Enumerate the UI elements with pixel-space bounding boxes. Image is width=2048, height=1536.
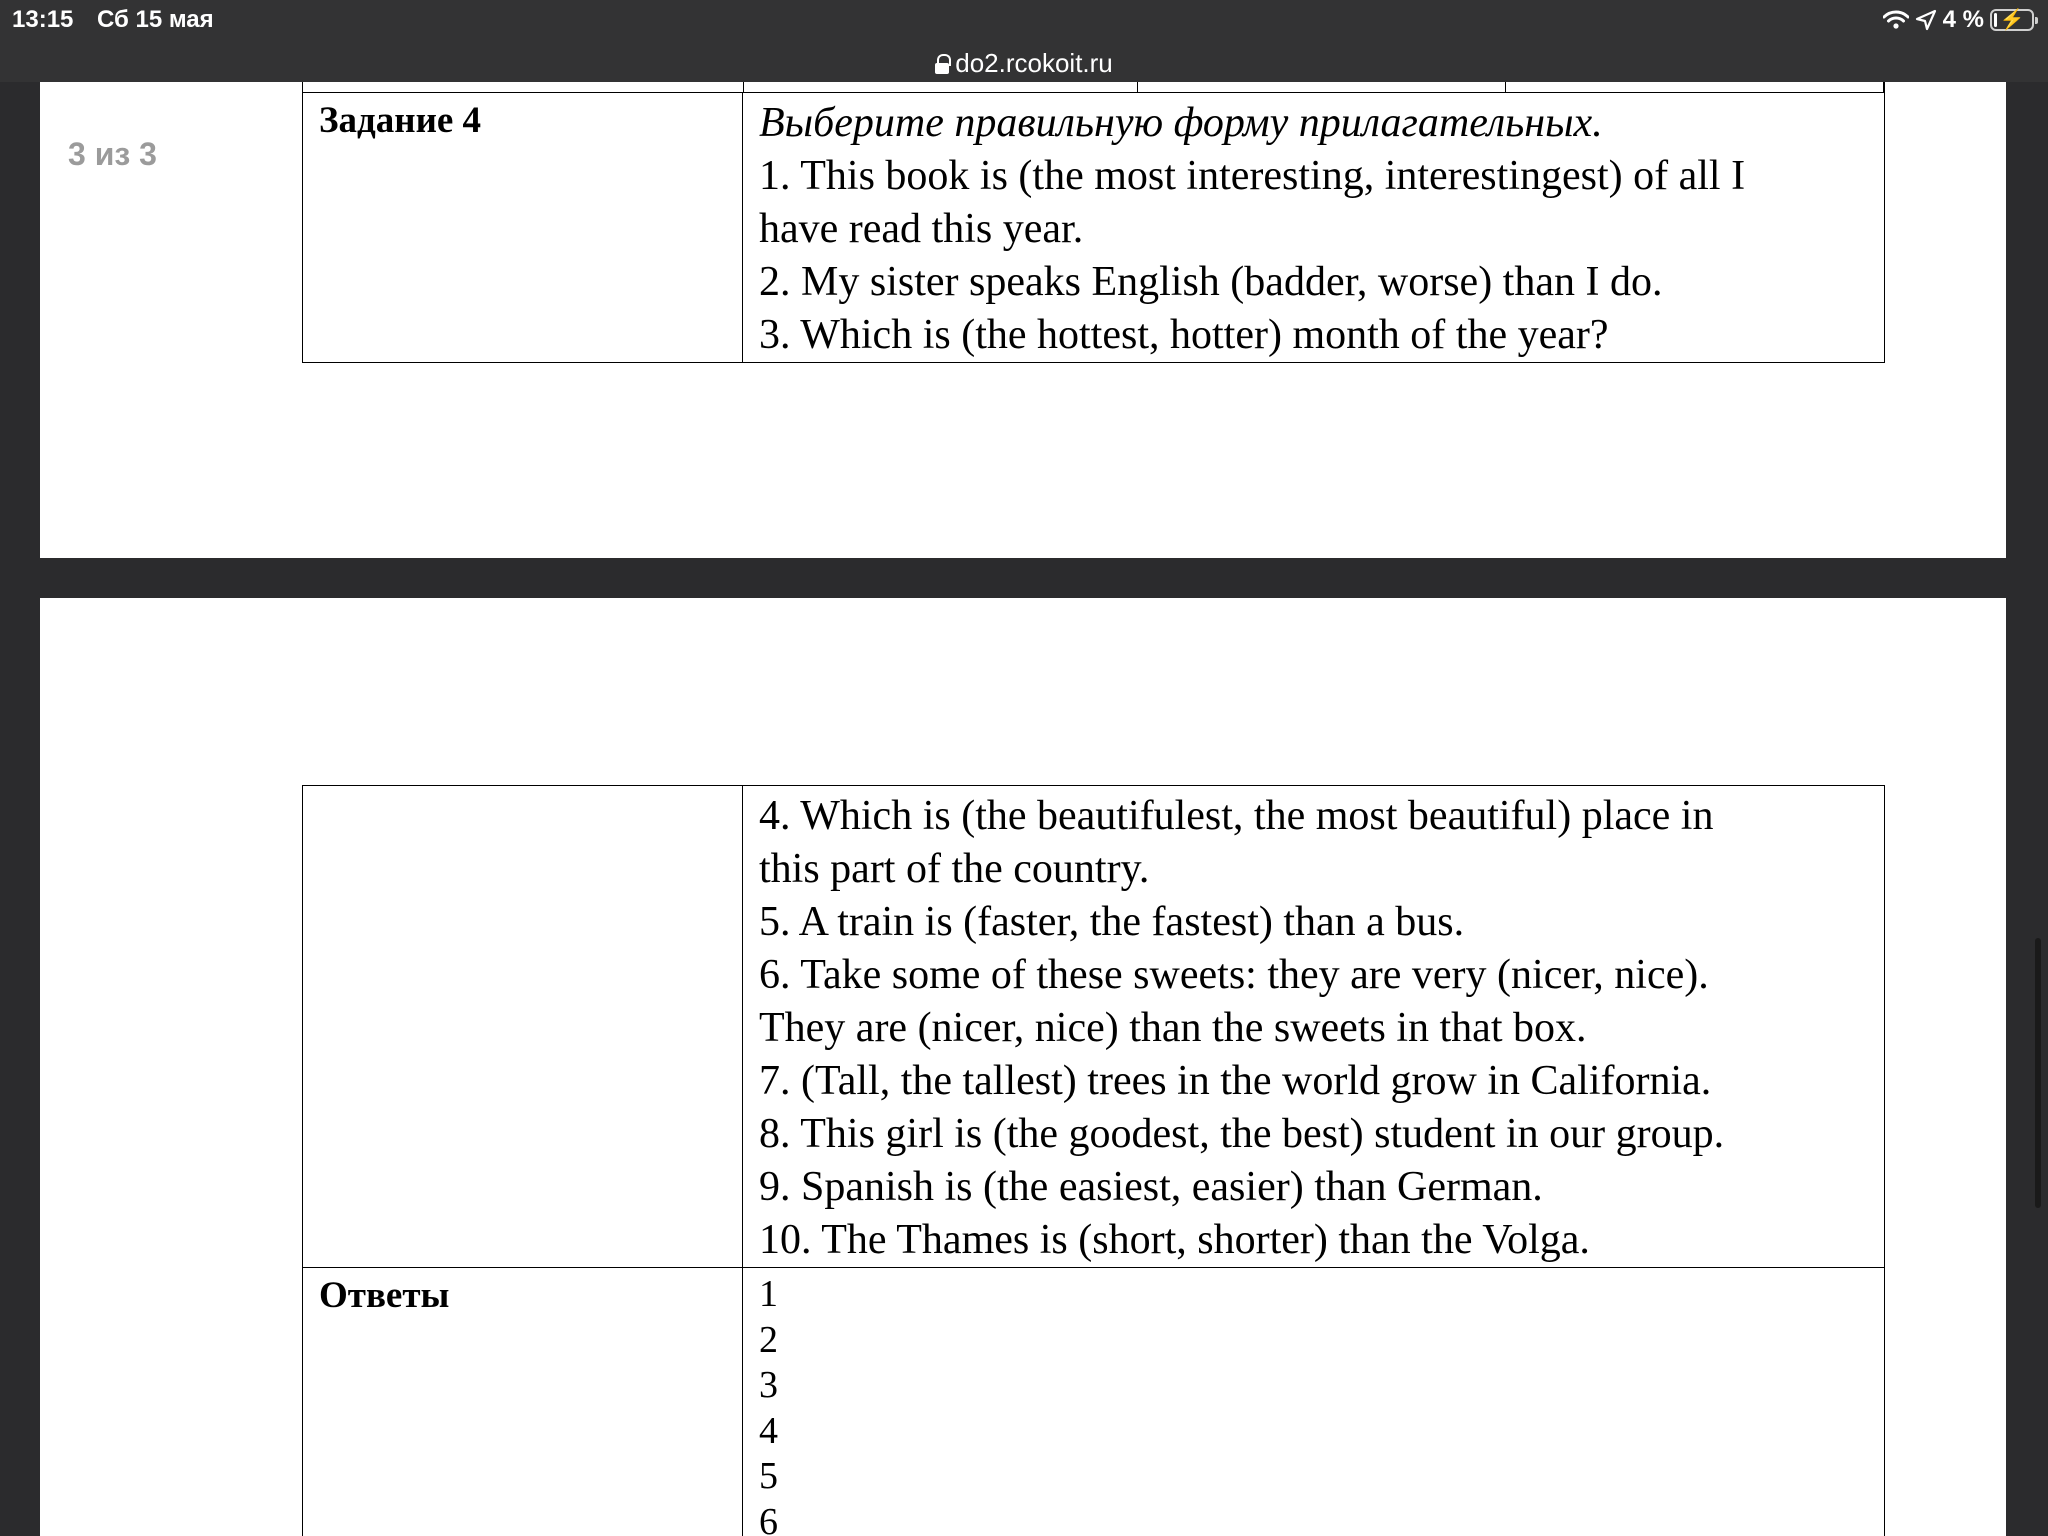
list-item: 7. (Tall, the tallest) trees in the world grow in California. <box>759 1058 1712 1104</box>
list-item: 5. A train is (faster, the fastest) than a bus. <box>759 899 1465 945</box>
table-row <box>303 93 1885 363</box>
list-item: have read this year. <box>759 206 1084 252</box>
list-item: 1. This book is (the most interesting, interestingest) of all I <box>759 153 1746 199</box>
list-item: 8. This girl is (the goodest, the best) student in our group. <box>759 1111 1725 1157</box>
list-item: 4. Which is (the beautifulest, the most beautiful) place in <box>759 793 1714 839</box>
location-arrow-icon <box>1915 9 1937 31</box>
answer-number: 5 <box>759 1455 778 1497</box>
task-label-empty <box>303 786 743 1268</box>
scrollbar[interactable] <box>2035 938 2041 1208</box>
table-row <box>303 1268 1885 1536</box>
list-item: 10. The Thames is (short, shorter) than the Volga. <box>759 1217 1590 1263</box>
answer-number: 4 <box>759 1409 778 1452</box>
page-counter: 3 из 3 <box>68 136 157 172</box>
list-item: 3. Which is (the hottest, hotter) month of the year? <box>759 312 1609 358</box>
lock-icon <box>935 58 949 74</box>
answer-number: 6 <box>759 1500 778 1536</box>
list-item: 6. Take some of these sweets: they are very (nicer, nice). <box>759 952 1709 998</box>
wifi-icon <box>1883 10 1909 30</box>
answer-number: 3 <box>759 1364 778 1406</box>
previous-table-bottom <box>302 82 1885 92</box>
answer-number: 2 <box>759 1318 778 1361</box>
status-time: 13:15 <box>12 6 74 33</box>
list-item: 9. Spanish is (the easiest, easier) than German. <box>759 1164 1543 1210</box>
task-table-part2 <box>302 785 1885 1536</box>
list-item: this part of the country. <box>759 846 1150 892</box>
list-item: They are (nicer, nice) than the sweets in that box. <box>759 1005 1587 1051</box>
task-content <box>743 93 1885 363</box>
status-date: Сб 15 мая <box>97 6 214 33</box>
answer-number: 1 <box>759 1273 778 1315</box>
answers-label: Ответы <box>303 1268 743 1536</box>
battery-charging-icon: ⚡ <box>1990 9 2034 31</box>
task-content-continued <box>743 786 1885 1268</box>
battery-percent: 4 % <box>1942 6 1984 33</box>
table-row <box>303 786 1885 1268</box>
status-bar <box>0 0 2048 40</box>
address-bar[interactable] <box>0 40 2048 82</box>
status-indicators <box>1883 6 2034 34</box>
task-instruction: Выберите правильную форму прилагательных. <box>759 100 1603 146</box>
task-table-part1 <box>302 92 1885 363</box>
task-label: Задание 4 <box>303 93 743 363</box>
url-text[interactable]: do2.rcokoit.ru <box>955 48 1113 78</box>
list-item: 2. My sister speaks English (badder, worse) than I do. <box>759 259 1663 305</box>
answers-content <box>743 1268 1885 1536</box>
